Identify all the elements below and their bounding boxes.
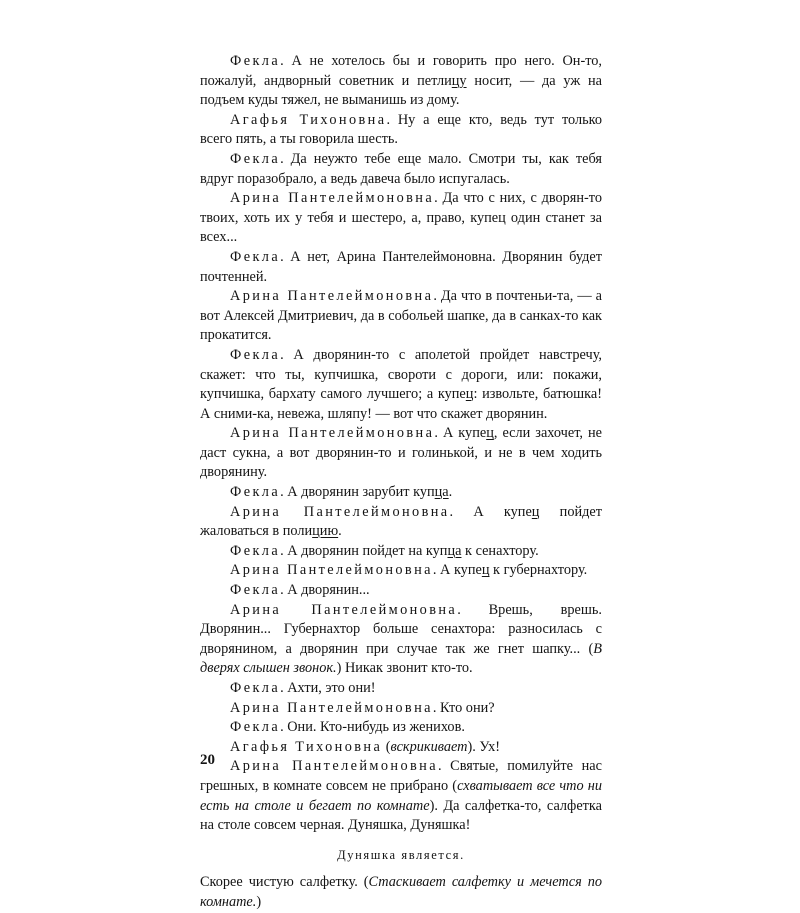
text-run: . Да что в почтеньи-та, — а вот Алексей Дмитриевич, да в собольей шапке, да в санках-то как прокатится. (200, 288, 602, 344)
dialogue-paragraph (200, 757, 602, 835)
text-run: . А не хотелось бы и говорить про него. Он-то, пожалуй, андворный советник и петли (200, 53, 602, 89)
underlined-text: ц (481, 562, 490, 579)
speaker-name: Арина Пантелеймоновна (230, 503, 450, 520)
text-run: Скорее чистую салфетку. ( (200, 874, 369, 891)
speaker-name: Арина Пантелеймоновна (230, 601, 458, 618)
speaker-name: Фекла (230, 346, 281, 363)
stage-direction: Дуняшка является. (337, 847, 465, 862)
text-run: . (448, 484, 453, 501)
underlined-text: ца (434, 484, 449, 501)
dialogue-paragraph (200, 52, 602, 111)
dialogue-paragraphs (200, 52, 602, 836)
text-run: . А купе (432, 562, 482, 579)
text-run: . А дворянин зарубит куп (280, 484, 435, 501)
text-run: . А дворянин-то с аполетой пройдет навстречу, скажет: что ты, купчишка, свороти с дороги, или: покажи, купчишка, бархату самого лучшего; а купе (200, 346, 602, 403)
text-run: . (338, 523, 342, 540)
underlined-text: цу (451, 72, 467, 89)
speaker-name: Агафья Тихоновна (230, 738, 383, 755)
text-run: ) (256, 893, 262, 910)
dialogue-paragraph (200, 424, 602, 483)
dialogue-paragraph (200, 150, 602, 189)
speaker-name: Арина Пантелеймоновна (230, 562, 433, 579)
text-run: носит, — да уж на подъем куды тяжел, не выманишь из дому. (200, 72, 602, 109)
speaker-name: Фекла (230, 680, 281, 696)
speaker-name: Фекла (230, 582, 281, 599)
text-run: ). Ух! (467, 738, 500, 755)
text-run: . А нет, Арина Пантелеймоновна. Дворянин будет почтенней. (200, 248, 602, 285)
text-run: ). Да салфетка-то, салфетка на столе совсем черная. Дуняшка, Дуняшка! (200, 797, 602, 834)
text-run: : извольте, батюшка! А сними-ка, невежа, шляпу! — вот что скажет дворянин. (200, 386, 602, 422)
text-run: . Ахти, это они! (280, 680, 376, 696)
text-run: , если захочет, не даст сукна, а вот дворянин-то и голинькой, и не в чем ходить дворянину. (200, 425, 602, 481)
closing-paragraph (200, 873, 602, 912)
dialogue-paragraph (200, 601, 602, 679)
underlined-text: цию (312, 523, 339, 540)
dialogue-paragraph (200, 738, 602, 758)
dialogue-paragraph (200, 542, 602, 562)
stage-remark: В дверях слышен звонок. (200, 640, 602, 677)
speaker-name: Фекла (230, 53, 281, 69)
text-run: . А дворянин пойдет на куп (280, 542, 448, 559)
text-run: ( (382, 738, 391, 755)
text-body (200, 52, 602, 913)
speaker-name: Фекла (230, 484, 281, 501)
text-run: . Кто они? (432, 699, 495, 716)
speaker-name: Арина Пантелеймоновна (230, 288, 434, 305)
page-number: 20 (200, 752, 215, 768)
dialogue-paragraph (200, 718, 602, 738)
text-run: . Святые, помилуйте нас грешных, в комнате совсем не прибрано ( (200, 758, 602, 794)
dialogue-paragraph (200, 111, 602, 150)
dialogue-paragraph (200, 483, 602, 503)
text-run: к губернахтору. (489, 562, 588, 579)
underlined-text: ц (465, 386, 474, 403)
text-run: . Врешь, врешь. Дворянин... Губернахтор больше сенахтора: разносилась с дворянином, а дворянин при случае так же гнет шапку... ( (200, 601, 602, 657)
speaker-name: Арина Пантелеймоновна (230, 190, 435, 207)
text-run: . А купе (449, 503, 532, 520)
underlined-text: ц (531, 503, 540, 520)
dialogue-paragraph (200, 679, 602, 699)
dialogue-paragraph (200, 189, 602, 248)
stage-remark: Стаскивает салфетку и мечется по комнате. (200, 874, 602, 910)
dialogue-paragraph (200, 346, 602, 424)
speaker-name: Фекла (230, 248, 281, 265)
speaker-name: Фекла (230, 150, 281, 167)
speaker-name: Арина Пантелеймоновна (230, 758, 438, 775)
text-run: . Они. Кто-нибудь из женихов. (280, 719, 465, 736)
speaker-name: Агафья Тихоновна (230, 111, 387, 128)
stage-remark: вскрикивает (390, 738, 468, 755)
text-run: к сенахтору. (461, 542, 539, 559)
text-run: . Да что с них, с дворян-то твоих, хоть их у тебя и шестеро, а, право, купец один станет за всех... (200, 190, 602, 246)
text-run: . Ну а еще кто, ведь тут только всего пять, а ты говорила шесть. (200, 111, 602, 148)
dialogue-paragraph (200, 503, 602, 542)
text-run: пойдет жаловаться в поли (200, 503, 602, 540)
text-run: . А купе (434, 425, 487, 442)
speaker-name: Арина Пантелеймоновна (230, 425, 435, 442)
speaker-name: Фекла (230, 542, 281, 559)
dialogue-paragraph (200, 248, 602, 287)
underlined-text: ц (486, 425, 494, 442)
dialogue-paragraph (200, 561, 602, 581)
text-run: . А дворянин... (280, 582, 370, 599)
stage-remark: схватывает все что ни есть на столе и бегает по комнате (200, 777, 602, 814)
dialogue-paragraph (200, 699, 602, 719)
underlined-text: ца (447, 542, 462, 559)
speaker-name: Арина Пантелеймоновна (230, 699, 433, 716)
text-run: . Да неужто тебе еще мало. Смотри ты, как тебя вдруг поразобрало, а ведь давеча было испугалась. (200, 150, 602, 187)
speaker-name: Фекла (230, 719, 281, 736)
dialogue-paragraph (200, 581, 602, 601)
dialogue-paragraph (200, 287, 602, 346)
text-run: ) Никак звонит кто-то. (336, 660, 473, 677)
